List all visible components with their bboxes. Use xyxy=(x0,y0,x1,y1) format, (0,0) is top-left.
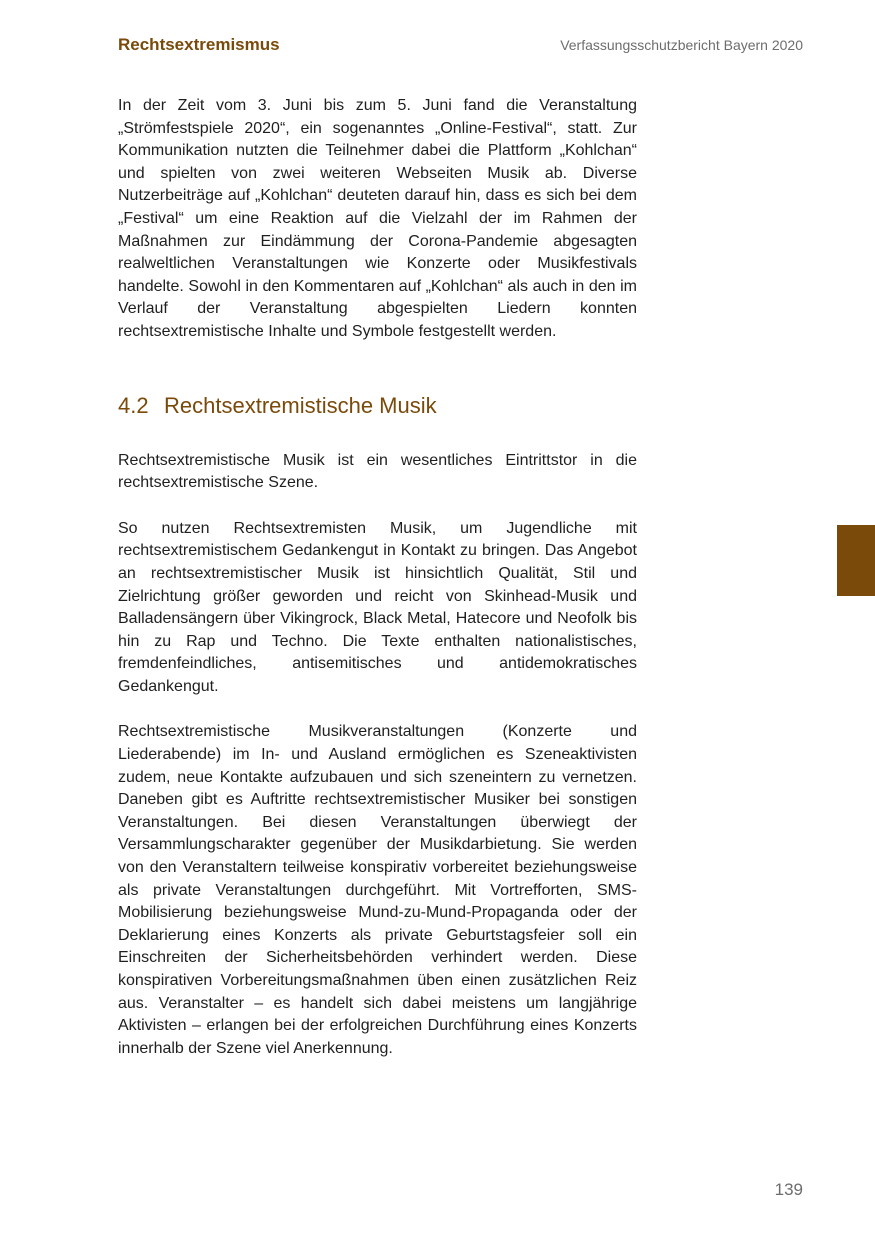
running-header-chapter: Rechtsextremismus xyxy=(118,35,280,54)
body-paragraph-4: Rechtsextremistische Musikveranstaltungen (Konzerte und Liederabende) im In- und Ausland ermöglichen es Szeneaktivisten zudem, neue Kontakte aufzubauen und sich szeneintern zu vernetzen. Daneben gibt es Auftritte rechtsextremistischer Musiker bei sonstigen Veranstaltungen. Bei diesen Veranstaltungen überwiegt der Versammlungscharakter gegenüber der Musikdarbietung. Sie werden von den Veranstaltern teilweise konspirativ vorbereitet beziehungsweise als private Veranstaltungen durchgeführt. Mit Vortrefforten, SMS-Mobilisierung beziehungsweise Mund-zu-Mund-Propaganda oder der Deklarierung eines Konzerts als private Geburtstagsfeier soll ein Einschreiten der Sicherheitsbehörden verhindert werden. Diese konspirativen Vorbereitungsmaßnahmen üben einen zusätzlichen Reiz aus. Veranstalter – es handelt sich dabei meistens um langjährige Aktivisten – erlangen bei der erfolgreichen Durchführung eines Konzerts innerhalb der Szene viel Anerkennung. xyxy=(118,723,637,1057)
page-body xyxy=(118,95,637,1060)
running-header-document-title: Verfassungsschutzbericht Bayern 2020 xyxy=(560,37,803,53)
section-heading xyxy=(118,391,637,421)
body-paragraph-2: Rechtsextremistische Musik ist ein wesentliches Eintrittstor in die rechtsextremistische Szene. xyxy=(118,451,637,492)
chapter-tab-marker xyxy=(837,525,875,596)
body-paragraph-1: In der Zeit vom 3. Juni bis zum 5. Juni fand die Veranstaltung „Strömfestspiele 2020“, ein sogenanntes „Online-Festival“, statt. Zur Kommunikation nutzten die Teilnehmer dabei die Plattform „Kohlchan“ und spielten von zwei weiteren Webseiten Musik ab. Diverse Nutzerbeiträge auf „Kohlchan“ deuteten darauf hin, dass es sich bei dem „Festival“ um eine Reaktion auf die Vielzahl der im Rahmen der Maßnahmen zur Eindämmung der Corona-Pandemie abgesagten realweltlichen Veranstaltungen wie Konzerte oder Musikfestivals handelte. Sowohl in den Kommentaren auf „Kohlchan“ als auch in den im Verlauf der Veranstaltung abgespielten Liedern konnten rechtsextremistische Inhalte und Symbole festgestellt werden. xyxy=(118,97,637,340)
page-number: 139 xyxy=(774,1180,803,1199)
section-title: Rechtsextremistische Musik xyxy=(164,392,437,418)
section-number: 4.2 xyxy=(118,392,149,418)
body-paragraph-3: So nutzen Rechtsextremisten Musik, um Jugendliche mit rechtsextremistischem Gedankengut in Kontakt zu bringen. Das Angebot an rechtsextremistischer Musik ist hinsichtlich Qualität, Stil und Zielrichtung größer geworden und reicht von Skinhead-Musik und Balladensängern über Vikingrock, Black Metal, Hatecore und Neofolk bis hin zu Rap und Techno. Die Texte enthalten nationalistisches, fremdenfeindliches, antisemitisches und antidemokratisches Gedankengut. xyxy=(118,519,637,695)
